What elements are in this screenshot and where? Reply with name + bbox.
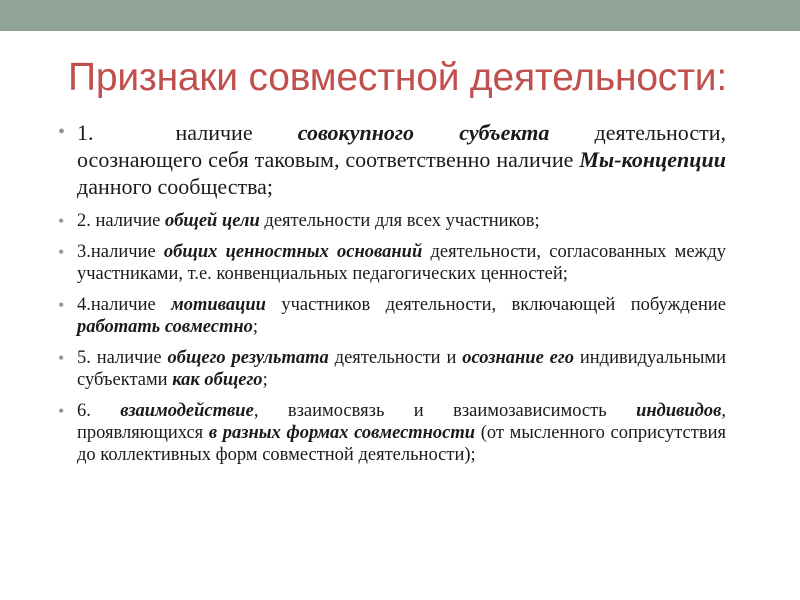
bullet-list [58,119,726,475]
bullet-dot-icon: • [58,295,65,315]
text-segment: деятельности, осознающего себя таковым, соответственно наличие [77,120,726,172]
bullet-item-6 [58,400,726,466]
bullet-text [77,211,540,231]
bullet-text [77,120,726,199]
bullet-dot-icon: • [58,211,65,231]
bullet-item-5 [58,347,726,391]
emphasized-term: как общего [172,370,263,390]
emphasized-term: взаимодействие [120,401,254,421]
bullet-item-1 [58,119,726,200]
bullet-item-2 [58,210,726,232]
text-segment: деятельности, согласованных между участниками, т.е. конвенциальных педагогических ценностей; [77,242,727,284]
emphasized-term: общего результата [167,348,329,368]
text-segment: , взаимосвязь и взаимозависимость [253,401,637,421]
top-decorative-bar [0,0,800,31]
emphasized-term: общих ценностных оснований [163,242,423,262]
bullet-item-4 [58,294,726,338]
text-segment: 4.наличие [77,295,172,315]
text-segment: 5. наличие [77,348,168,368]
text-segment: 1. [77,120,94,145]
text-segment: наличие [175,120,253,145]
bullet-item-3 [58,241,726,285]
text-segment: ; [252,317,259,337]
bullet-text [77,401,726,465]
bullet-dot-icon: • [58,242,65,262]
text-segment: (от мысленного соприсутствия до коллективных форм совместной деятельности); [77,423,726,465]
text-segment: участников деятельности, включающей побуждение [265,295,726,315]
bullet-dot-icon: • [58,401,65,421]
text-segment: 2. наличие [77,211,165,231]
emphasized-term: мотивации [171,295,266,315]
text-segment: ; [262,370,268,390]
bullet-text [77,242,726,284]
emphasized-term: осознание его [462,348,574,368]
emphasized-term: общей цели [164,211,260,231]
bullet-text [77,295,726,337]
text-segment: индивидуальными субъектами [77,348,727,390]
text-segment: данного сообщества; [77,174,274,199]
text-segment: деятельности для всех участников; [259,211,540,231]
emphasized-term: индивидов [636,401,722,421]
emphasized-term: в разных формах совместности [208,423,476,443]
text-segment: деятельности и [328,348,463,368]
bullet-text [77,348,726,390]
bullet-dot-icon: • [58,348,65,368]
slide-title: Признаки совместной деятельности: [68,56,727,99]
emphasized-term: работать совместно [77,317,253,337]
text-segment [253,120,298,145]
text-segment: 3.наличие [77,242,164,262]
emphasized-term: Мы-концепции [579,147,726,172]
text-segment: 6. [77,401,121,421]
bullet-dot-icon: • [58,121,66,143]
text-segment: , проявляющихся [77,401,726,443]
emphasized-term: совокупного субъекта [297,120,550,145]
